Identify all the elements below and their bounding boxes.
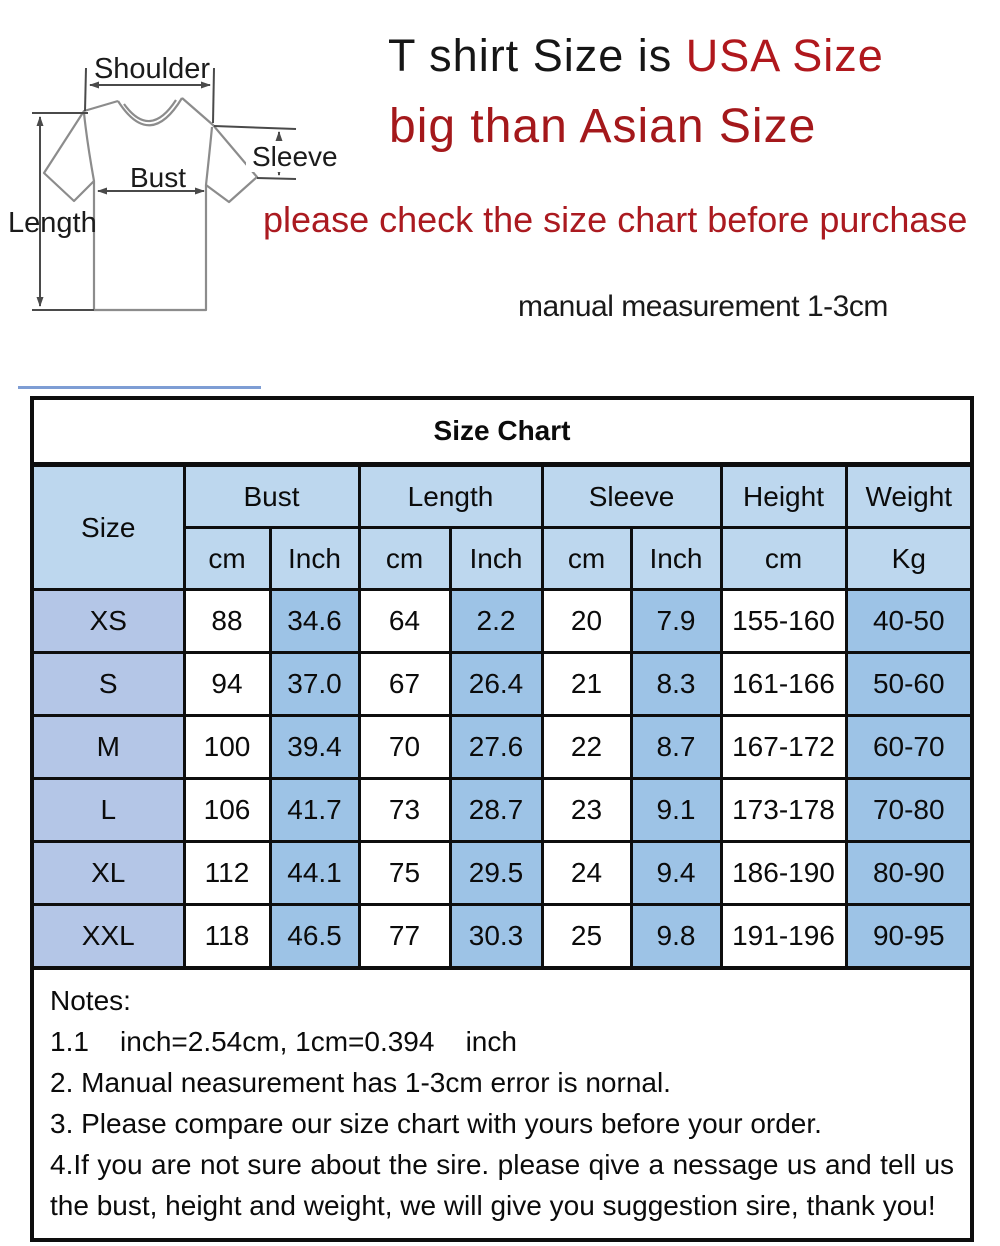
height-cm-header: cm [721, 528, 846, 590]
l-sleeve-inch: 9.1 [631, 779, 721, 842]
xs-sleeve-inch: 7.9 [631, 590, 721, 653]
xl-bust-inch: 44.1 [270, 842, 359, 905]
xxl-sleeve-cm: 25 [542, 905, 631, 969]
weight-kg-header: Kg [846, 528, 972, 590]
size-row-m [32, 716, 972, 779]
s-weight: 50-60 [846, 653, 972, 716]
notes-line-3: 3. Please compare our size chart with yours before your order. [50, 1108, 822, 1139]
sleeve-label: Sleeve [252, 141, 338, 172]
sleeve-tick-top [214, 126, 296, 129]
sleeve-tick-bottom [257, 178, 296, 179]
notes-line-2: 2. Manual neasurement has 1-3cm error is nornal. [50, 1067, 671, 1098]
xxl-size: XXL [32, 905, 184, 969]
m-size: M [32, 716, 184, 779]
size-row-l [32, 779, 972, 842]
xxl-bust-cm: 118 [184, 905, 270, 969]
s-length-cm: 67 [359, 653, 450, 716]
size-row-xxl [32, 905, 972, 969]
l-length-cm: 73 [359, 779, 450, 842]
xs-bust-inch: 34.6 [270, 590, 359, 653]
col-header-bust: Bust [184, 465, 359, 528]
headline-red-part: USA Size [685, 30, 884, 81]
m-bust-inch: 39.4 [270, 716, 359, 779]
s-bust-inch: 37.0 [270, 653, 359, 716]
xxl-length-cm: 77 [359, 905, 450, 969]
xs-length-inch: 2.2 [450, 590, 542, 653]
size-row-xs [32, 590, 972, 653]
notes-line-4: 4.If you are not sure about the sire. please qive a nessage us and tell us the bust, height and weight, we will give you suggestion sire, thank you! [50, 1149, 962, 1221]
headline-black-part: T shirt Size is [388, 30, 686, 81]
xxl-bust-inch: 46.5 [270, 905, 359, 969]
xxl-sleeve-inch: 9.8 [631, 905, 721, 969]
bust-label: Bust [130, 162, 187, 193]
headline-big-than-asian: big than Asian Size [389, 100, 817, 153]
sleeve-cm-header: cm [542, 528, 631, 590]
xl-bust-cm: 112 [184, 842, 270, 905]
shoulder-tick-left [85, 68, 86, 111]
headline-usa-size [388, 30, 884, 82]
xl-height: 186-190 [721, 842, 846, 905]
l-height: 173-178 [721, 779, 846, 842]
size-row-s [32, 653, 972, 716]
m-sleeve-inch: 8.7 [631, 716, 721, 779]
col-header-weight: Weight [846, 465, 972, 528]
xl-size: XL [32, 842, 184, 905]
m-bust-cm: 100 [184, 716, 270, 779]
blue-divider-line [18, 386, 261, 389]
col-header-size: Size [32, 465, 184, 590]
size-row-xl [32, 842, 972, 905]
m-sleeve-cm: 22 [542, 716, 631, 779]
col-header-sleeve: Sleeve [542, 465, 721, 528]
s-height: 161-166 [721, 653, 846, 716]
s-bust-cm: 94 [184, 653, 270, 716]
headline-check-chart: please check the size chart before purchase [263, 199, 968, 240]
length-label: Length [8, 207, 97, 239]
bust-inch-header: Inch [270, 528, 359, 590]
m-height: 167-172 [721, 716, 846, 779]
title-row [32, 398, 972, 465]
bust-cm-header: cm [184, 528, 270, 590]
xxl-weight: 90-95 [846, 905, 972, 969]
length-inch-header: Inch [450, 528, 542, 590]
s-sleeve-cm: 21 [542, 653, 631, 716]
xs-length-cm: 64 [359, 590, 450, 653]
size-chart-table [30, 396, 974, 1242]
col-header-length: Length [359, 465, 542, 528]
tshirt-outline [44, 98, 257, 310]
l-bust-cm: 106 [184, 779, 270, 842]
length-cm-header: cm [359, 528, 450, 590]
xs-sleeve-cm: 20 [542, 590, 631, 653]
l-length-inch: 28.7 [450, 779, 542, 842]
xl-weight: 80-90 [846, 842, 972, 905]
shoulder-tick-right [213, 68, 214, 123]
xs-height: 155-160 [721, 590, 846, 653]
xl-length-inch: 29.5 [450, 842, 542, 905]
xl-sleeve-cm: 24 [542, 842, 631, 905]
xl-sleeve-inch: 9.4 [631, 842, 721, 905]
notes-title: Notes: [50, 985, 131, 1016]
group-header-row [32, 465, 972, 528]
xs-weight: 40-50 [846, 590, 972, 653]
m-length-cm: 70 [359, 716, 450, 779]
l-bust-inch: 41.7 [270, 779, 359, 842]
headline-manual-measurement: manual measurement 1-3cm [518, 290, 888, 323]
size-chart-title: Size Chart [32, 398, 972, 465]
sleeve-inch-header: Inch [631, 528, 721, 590]
xl-length-cm: 75 [359, 842, 450, 905]
tshirt-measurement-diagram [0, 20, 350, 342]
m-length-inch: 27.6 [450, 716, 542, 779]
m-weight: 60-70 [846, 716, 972, 779]
notes-line-1: 1.1 inch=2.54cm, 1cm=0.394 inch [50, 1026, 517, 1057]
l-sleeve-cm: 23 [542, 779, 631, 842]
xs-bust-cm: 88 [184, 590, 270, 653]
shoulder-label: Shoulder [93, 53, 211, 85]
notes-section [32, 968, 972, 1240]
l-weight: 70-80 [846, 779, 972, 842]
notes-row [32, 968, 972, 1240]
s-sleeve-inch: 8.3 [631, 653, 721, 716]
xxl-height: 191-196 [721, 905, 846, 969]
col-header-height: Height [721, 465, 846, 528]
xs-size: XS [32, 590, 184, 653]
s-length-inch: 26.4 [450, 653, 542, 716]
s-size: S [32, 653, 184, 716]
xxl-length-inch: 30.3 [450, 905, 542, 969]
l-size: L [32, 779, 184, 842]
